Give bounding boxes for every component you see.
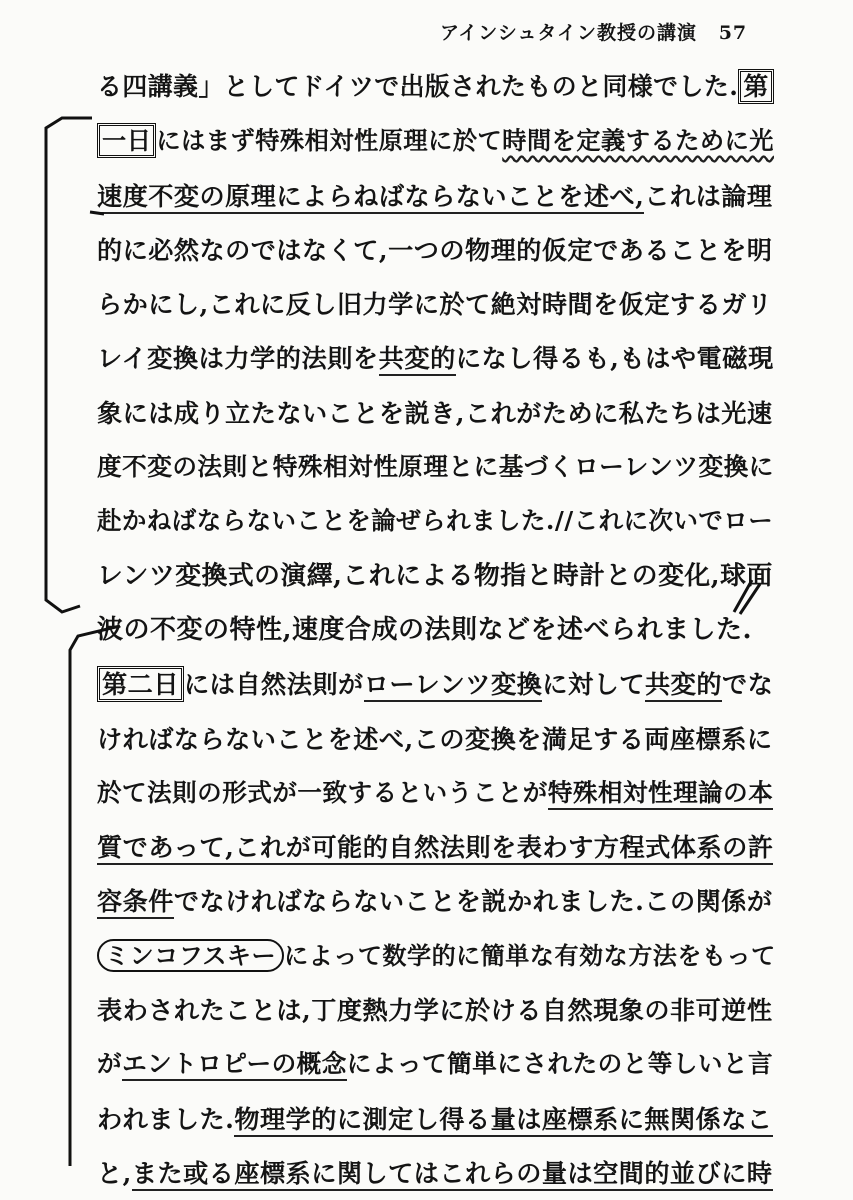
text-segment: 象には成り立たないことを説き,これがために私たちは光速 [97,397,773,428]
text-segment: 度不変の法則と特殊相対性原理とに基づくローレンツ変換に [97,452,774,482]
text-line [97,874,773,928]
annotated-phrase: エントロピーの概念 [122,1049,347,1081]
annotated-phrase: 第 [738,69,773,104]
text-line [97,1092,773,1146]
text-line [97,549,773,603]
text-segment: が [97,1049,123,1079]
text-line [97,440,773,494]
text-line [97,277,773,331]
text-line [97,1146,773,1200]
text-segment: らかにし,これに反し旧力学に於て絶対時間を仮定するガリ [97,289,773,320]
running-header [440,18,748,45]
text-line [97,820,773,874]
text-segment: に対して [542,669,645,700]
annotated-phrase: 物理学的に測定し得る量は座標系に無関係なこ [234,1104,772,1137]
text-segment: になし得るも,もはや電磁現 [455,343,774,374]
text-segment: でなければならないことを説かれました.この関係が [173,886,773,917]
text-segment: によって簡単にされたのと等しいと言 [346,1049,774,1079]
text-line [97,386,773,440]
text-line [97,169,773,223]
text-line [97,603,773,657]
annotated-phrase: 質であって,これが可能的自然法則を表わす方程式体系の許 [97,832,773,865]
annotated-phrase: 特殊相対性理論の本 [548,778,773,810]
text-line [97,494,773,548]
text-line [97,712,773,766]
annotated-phrase: 時間を定義するために光 [502,126,774,156]
text-line [97,929,776,983]
annotated-phrase: 容条件 [97,886,174,919]
text-line [97,331,773,385]
text-segment: レンツ変換式の演繹,これによる物指と時計との変化,球面 [97,560,773,591]
annotated-phrase: ミンコフスキー [97,939,284,972]
margin-bracket-first [46,118,92,612]
text-segment: と, [97,1157,132,1188]
text-segment: にはまず特殊相対性原理に於て [156,126,503,156]
annotated-phrase: 共変的 [379,343,456,376]
annotated-phrase: 共変的 [645,669,722,702]
page-number: 57 [718,22,748,44]
annotated-phrase: また或る座標系に関してはこれらの量は空間的並びに時 [132,1158,773,1191]
text-line [97,657,773,711]
text-segment: る四講義」としてドイツで出版されたものと同様でした. [97,72,739,101]
annotated-phrase: 一日 [97,123,156,158]
text-line [97,114,773,168]
text-segment: でな [722,669,774,700]
text-segment: レイ変換は力学的法則を [97,343,379,374]
annotated-phrase: 速度不変の原理によらねばならないことを述べ, [97,181,644,214]
text-segment: ければならないことを述べ,この変換を満足する両座標系に [97,723,773,754]
text-segment: 於て法則の形式が一致するということが [97,777,548,807]
text-segment: 表わされたことは,丁度熱力学に於ける自然現象の非可逆性 [97,995,773,1026]
text-segment: 波の不変の特性,速度合成の法則などを述べられました. [97,614,753,645]
annotated-phrase: 第二日 [97,666,184,702]
annotated-phrase: ローレンツ変換 [364,669,543,702]
text-line [97,60,773,114]
text-segment: これは論理 [644,180,773,211]
header-title: アインシュタイン教授の講演 [440,22,698,44]
text-line [97,223,773,277]
text-line [97,983,773,1037]
text-segment: 的に必然なのではなくて,一つの物理的仮定であることを明 [97,234,773,265]
text-segment: われました. [97,1103,235,1134]
text-segment: によって数学的に簡単な有効な方法をもって [284,940,776,970]
text-line [97,1037,773,1091]
text-line [97,766,773,820]
body-text [97,60,776,1200]
text-segment: 赴かねばならないことを論ぜられました.//これに次いでロー [97,506,774,536]
text-segment: には自然法則が [184,669,364,700]
